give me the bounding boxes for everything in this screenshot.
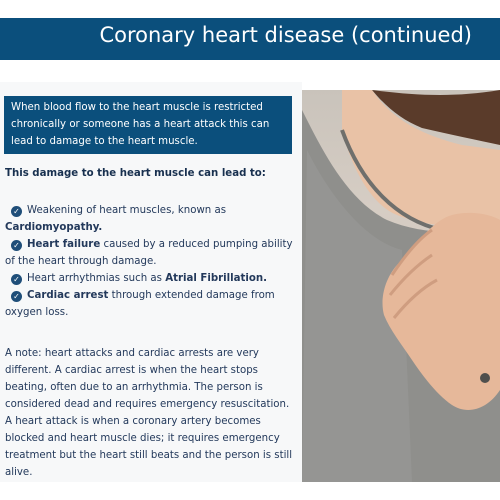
check-circle-icon: ✓ bbox=[11, 291, 22, 302]
damage-item-bold: Heart failure bbox=[27, 239, 101, 250]
damage-item-text: through extended damage from oxygen loss. bbox=[5, 290, 275, 318]
check-circle-icon: ✓ bbox=[11, 240, 22, 251]
intro-callout: When blood flow to the heart muscle is restricted chronically or someone has a heart attack this can lead to damage to the heart muscle. bbox=[4, 96, 292, 154]
slide-title: Coronary heart disease (continued) bbox=[99, 23, 472, 47]
damage-item bbox=[5, 270, 295, 287]
damage-list bbox=[5, 202, 295, 321]
damage-item bbox=[5, 202, 295, 236]
damage-item-text: Heart arrhythmias such as bbox=[27, 273, 166, 284]
damage-heading: This damage to the heart muscle can lead to: bbox=[5, 168, 266, 179]
damage-item bbox=[5, 236, 295, 270]
damage-item-bold: Cardiomyopathy. bbox=[5, 222, 103, 233]
damage-item bbox=[5, 287, 295, 321]
title-bar bbox=[0, 18, 500, 60]
damage-item-text: caused by a reduced pumping ability of the heart through damage. bbox=[5, 239, 293, 267]
damage-item-text: Weakening of heart muscles, known as bbox=[27, 205, 227, 216]
note-paragraph: A note: heart attacks and cardiac arrests are very different. A cardiac arrest is when the heart stops beating, often due to an arrhythmia. The person is considered dead and requires emergency resuscitation. A heart attack is when a coronary artery becomes blocked and heart muscle dies; it requires emergency treatment but the heart still beats and the person is still alive. bbox=[5, 348, 293, 478]
check-circle-icon: ✓ bbox=[11, 206, 22, 217]
photo-illustration bbox=[302, 90, 500, 482]
damage-item-bold: Atrial Fibrillation. bbox=[165, 273, 267, 284]
check-circle-icon: ✓ bbox=[11, 274, 22, 285]
chest-pain-photo bbox=[302, 90, 500, 482]
content-panel bbox=[0, 82, 302, 482]
damage-item-bold: Cardiac arrest bbox=[27, 290, 109, 301]
